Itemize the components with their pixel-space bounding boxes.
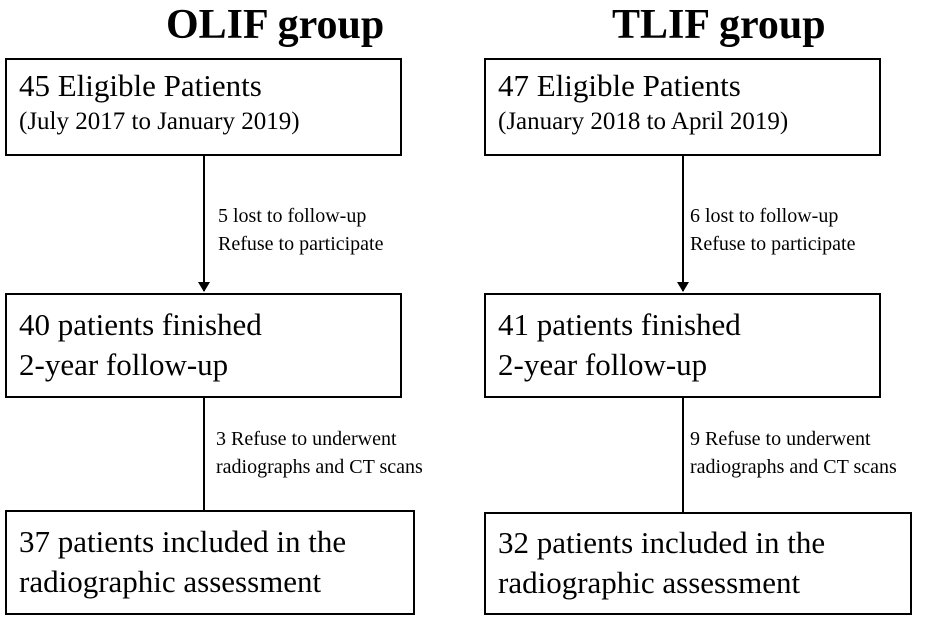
tlif-exclusion-1-line2: Refuse to participate: [690, 233, 856, 255]
tlif-exclusion-note-2: [690, 425, 897, 481]
olif-exclusion-note-1: [218, 202, 384, 258]
olif-exclusion-1-line1: 5 lost to follow-up: [218, 205, 367, 227]
tlif-exclusion-note-1: [690, 202, 856, 258]
olif-included-box: [5, 510, 415, 615]
tlif-group-title: TLIF group: [612, 2, 826, 48]
tlif-included-line2: radiographic assessment: [498, 565, 801, 600]
tlif-exclusion-2-line2: radiographs and CT scans: [690, 456, 897, 478]
tlif-followup-line2: 2-year follow-up: [498, 347, 708, 382]
olif-eligible-count: 45 Eligible Patients: [19, 68, 262, 103]
tlif-eligible-count: 47 Eligible Patients: [498, 68, 741, 103]
olif-group-title: OLIF group: [166, 2, 385, 48]
olif-exclusion-2-line2: radiographs and CT scans: [216, 456, 423, 478]
olif-included-line2: radiographic assessment: [19, 564, 322, 599]
tlif-included-box: [484, 512, 912, 615]
olif-included-line1: 37 patients included in the: [19, 524, 347, 559]
tlif-eligible-period: (January 2018 to April 2019): [498, 108, 789, 135]
tlif-included-line1: 32 patients included in the: [498, 525, 826, 560]
olif-followup-box: [5, 293, 402, 398]
tlif-followup-line1: 41 patients finished: [498, 307, 741, 342]
tlif-followup-box: [484, 293, 881, 398]
olif-exclusion-1-line2: Refuse to participate: [218, 233, 384, 255]
olif-followup-line2: 2-year follow-up: [19, 347, 229, 382]
tlif-exclusion-2-line1: 9 Refuse to underwent: [690, 428, 871, 450]
olif-exclusion-note-2: [216, 425, 423, 481]
olif-exclusion-2-line1: 3 Refuse to underwent: [216, 428, 397, 450]
olif-followup-line1: 40 patients finished: [19, 307, 262, 342]
olif-eligible-box: [5, 58, 402, 156]
olif-eligible-period: (July 2017 to January 2019): [19, 108, 300, 135]
tlif-eligible-box: [484, 58, 881, 156]
tlif-exclusion-1-line1: 6 lost to follow-up: [690, 205, 839, 227]
